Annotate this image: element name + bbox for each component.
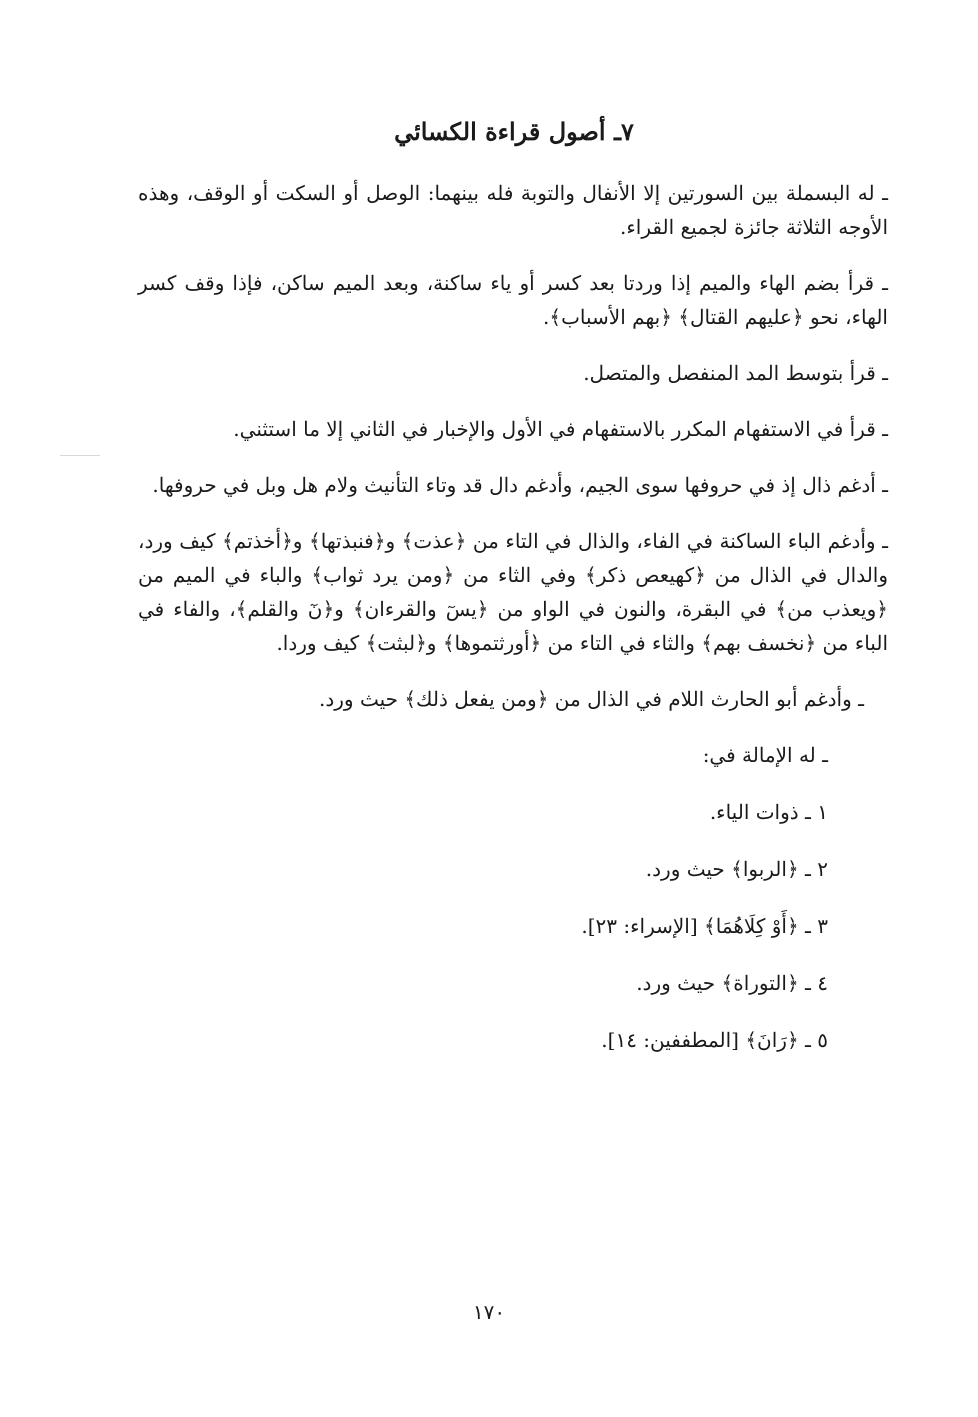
imala-item-2: ٢ ـ ﴿الربوا﴾ حيث ورد. [645,857,828,881]
document-body [138,176,888,1080]
imala-item-5: ٥ ـ ﴿رَانَ﴾ [المطففين: ١٤]. [601,1028,828,1052]
page-number: ١٧٠ [472,1300,506,1324]
margin-mark [60,455,100,456]
paragraph-abu-al-harith: ـ وأدغم أبو الحارث اللام في الذال من ﴿ومن يفعل ذلك﴾ حيث ورد. [319,687,864,711]
imala-item-1: ١ ـ ذوات الياء. [709,800,828,824]
paragraph-idgham-letters: ـ وأدغم الباء الساكنة في الفاء، والذال في التاء من ﴿عذت﴾ و﴿فنبذتها﴾ و﴿أخذتم﴾ كيف ورد، والدال في الذال من ﴿كهيعص ذكر﴾ وفي الثاء من ﴿ومن يرد ثواب﴾ والباء في الميم من ﴿ويعذب من﴾ في البقرة، والنون في الواو من ﴿يسٓ والقرءان﴾ و﴿نٓ والقلم﴾، والفاء في الباء من ﴿نخسف بهم﴾ والثاء في التاء من ﴿أورثتموها﴾ و﴿لبثت﴾ كيف وردا. [138,529,889,655]
section-title: ٧ـ أصول قراءة الكسائي [394,117,634,146]
imala-item-4: ٤ ـ ﴿التوراة﴾ حيث ورد. [636,971,828,995]
paragraph-damm-ha-mim: ـ قرأ بضم الهاء والميم إذا وردتا بعد كسر أو ياء ساكنة، وبعد الميم ساكن، فإذا وقف كسر الهاء، نحو ﴿عليهم القتال﴾ ﴿بهم الأسباب﴾. [138,271,888,329]
imala-intro: ـ له الإمالة في: [702,743,828,767]
paragraph-madd: ـ قرأ بتوسط المد المنفصل والمتصل. [583,361,888,385]
paragraph-idgham-idh-qad: ـ أدغم ذال إذ في حروفها سوى الجيم، وأدغم دال قد وتاء التأنيث ولام هل وبل في حروفها. [152,473,888,497]
paragraph-basmala: ـ له البسملة بين السورتين إلا الأنفال والتوبة فله بينهما: الوصل أو السكت أو الوقف، وهذه الأوجه الثلاثة جائزة لجميع القراء. [138,181,888,239]
paragraph-istifham: ـ قرأ في الاستفهام المكرر بالاستفهام في الأول والإخبار في الثاني إلا ما استثني. [233,417,888,441]
imala-item-3: ٣ ـ ﴿أَوْ كِلَاهُمَا﴾ [الإسراء: ٢٣]. [581,914,828,938]
